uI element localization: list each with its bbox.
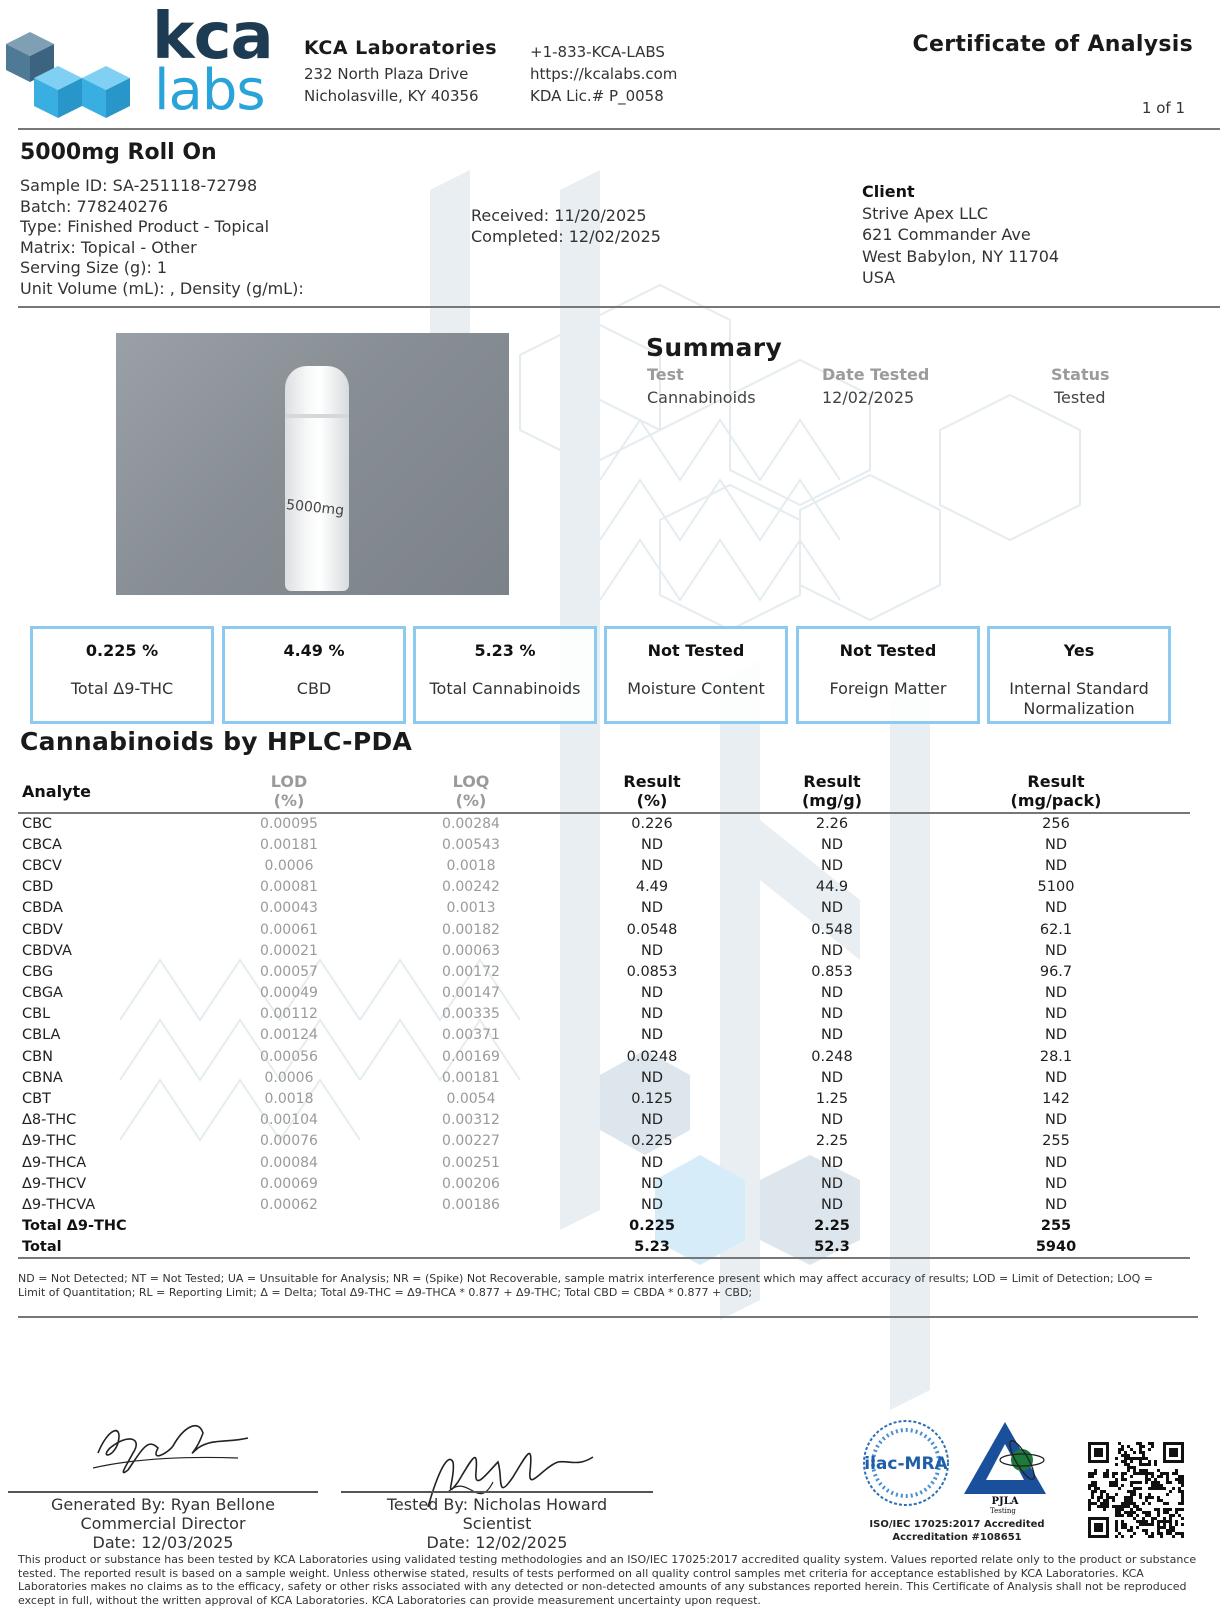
table-cell: ND	[820, 1175, 843, 1192]
table-cell: ND	[640, 1154, 663, 1171]
client-street: 621 Commander Ave	[862, 225, 1031, 244]
unit-volume: Unit Volume (mL): , Density (g/mL):	[20, 278, 304, 298]
metric-foreign-matter	[796, 626, 980, 724]
document-title: Certificate of Analysis	[912, 32, 1193, 57]
table-cell: 0.00284	[442, 816, 500, 833]
table-cell: Δ9-THCV	[22, 1175, 87, 1192]
table-cell: CBD	[22, 879, 54, 896]
lab-city: Nicholasville, KY 40356	[304, 87, 479, 105]
header-divider	[18, 128, 1220, 130]
table-cell: 0.00182	[442, 921, 500, 938]
metric-value: Not Tested	[647, 641, 745, 660]
table-cell: ND	[1044, 900, 1067, 917]
table-row	[18, 940, 1190, 961]
table-cell: 28.1	[1039, 1048, 1073, 1065]
table-cell: 255	[1042, 1133, 1070, 1150]
metric-label: CBD	[296, 679, 332, 698]
table-cell: 0.00371	[442, 1027, 500, 1044]
table-cell: 0.00147	[442, 985, 500, 1002]
summary-test-value: Cannabinoids	[647, 388, 756, 407]
product-name: 5000mg Roll On	[20, 140, 217, 165]
metric-value: 0.225 %	[85, 641, 159, 660]
table-cell: 0.00172	[442, 963, 500, 980]
table-cell	[380, 1216, 562, 1237]
table-cell: 5100	[1037, 879, 1075, 896]
table-cell: ND	[1044, 1154, 1067, 1171]
signatory-tested	[341, 1495, 653, 1552]
table-cell: 0.00169	[442, 1048, 500, 1065]
metric-cbd	[222, 626, 406, 724]
table-cell: CBCA	[22, 836, 62, 853]
table-row	[18, 1025, 1190, 1046]
table-cell: ND	[820, 1154, 843, 1171]
table-cell: 255	[1040, 1218, 1072, 1235]
table-cell: CBG	[22, 963, 54, 980]
table-cell: ND	[1044, 1069, 1067, 1086]
table-cell: 0.00112	[260, 1006, 318, 1023]
table-cell: 0.548	[811, 921, 853, 938]
table-cell: 1.25	[815, 1091, 849, 1108]
signature-line-1	[8, 1491, 318, 1493]
metric-value: Not Tested	[839, 641, 937, 660]
table-cell: 0.00104	[260, 1112, 318, 1129]
table-cell: 0.00181	[442, 1069, 500, 1086]
table-cell	[198, 1216, 380, 1237]
table-cell: CBN	[22, 1048, 53, 1065]
metric-label: Total Δ9-THC	[70, 679, 174, 698]
table-header-row	[18, 772, 1190, 813]
table-cell: 0.00084	[260, 1154, 318, 1171]
metric-label: Internal Standard Normalization	[1009, 679, 1149, 718]
lab-name: KCA Laboratories	[304, 37, 498, 59]
table-cell: 0.00049	[260, 985, 318, 1002]
table-cell: ND	[640, 942, 663, 959]
table-cell: 0.0853	[626, 963, 678, 980]
table-cell: 5.23	[562, 1237, 742, 1258]
table-legend: ND = Not Detected; NT = Not Tested; UA = Unsuitable for Analysis; NR = (Spike) Not Recoverable, sample matrix interference present which may affect accuracy of results; LOD = Limit of Detection; LOQ = Limit of Quantitation; RL = Reporting Limit; Δ = Delta; Total Δ9-THC = Δ9-THCA * 0.877 + Δ9-THC; Total CBD = CBDA * 0.877 + CBD;	[18, 1272, 1153, 1299]
cubes-logo-icon	[4, 14, 139, 120]
table-cell: ND	[640, 900, 663, 917]
table-row	[18, 961, 1190, 982]
table-cell: 0.225	[631, 1133, 673, 1150]
sample-type: Type: Finished Product - Topical	[20, 217, 270, 236]
client-name: Strive Apex LLC	[862, 203, 989, 223]
table-cell: ND	[640, 1196, 663, 1213]
table-cell: CBT	[22, 1091, 51, 1108]
client-country: USA	[862, 268, 896, 287]
table-cell: 0.00186	[442, 1196, 500, 1213]
table-cell: ND	[1044, 1175, 1067, 1192]
table-row	[18, 1004, 1190, 1025]
table-cell: 0.0006	[264, 857, 314, 874]
iso-accreditation	[862, 1518, 1052, 1544]
generated-by: Generated By: Ryan Bellone	[51, 1495, 275, 1514]
table-cell: 0.226	[631, 816, 673, 833]
table-row	[18, 919, 1190, 940]
table-cell: 0.225	[629, 1218, 675, 1235]
table-cell: 0.125	[631, 1091, 673, 1108]
table-cell: CBCV	[22, 857, 62, 874]
col-analyte: Analyte	[18, 772, 198, 813]
table-cell: 0.0548	[626, 921, 678, 938]
table-cell: CBGA	[22, 985, 63, 1002]
table-row	[18, 1152, 1190, 1173]
table-cell: 0.853	[811, 963, 853, 980]
col-lod: LOD (%)	[198, 772, 380, 813]
summary-header-test: Test	[647, 365, 684, 384]
table-cell: 0.00124	[260, 1027, 318, 1044]
table-cell: CBDA	[22, 900, 63, 917]
table-cell: ND	[820, 1069, 843, 1086]
client-block	[862, 181, 1059, 289]
metric-total-cannabinoids	[413, 626, 597, 724]
table-cell: 0.00181	[260, 836, 318, 853]
completed-date: Completed: 12/02/2025	[471, 226, 661, 246]
table-cell: 2.25	[814, 1218, 850, 1235]
table-row	[18, 1046, 1190, 1067]
legend-divider	[18, 1316, 1198, 1318]
table-cell: 0.0248	[626, 1048, 678, 1065]
ilac-text: ilac-MRA	[864, 1454, 948, 1474]
qr-code[interactable]	[1088, 1442, 1184, 1538]
table-total-row	[18, 1216, 1190, 1237]
table-cell: ND	[820, 942, 843, 959]
table-cell: 0.00021	[260, 942, 318, 959]
table-cell: 0.00056	[260, 1048, 318, 1065]
table-row	[18, 1067, 1190, 1088]
table-cell: 0.00069	[260, 1175, 318, 1192]
table-cell: Δ8-THC	[22, 1112, 77, 1129]
table-cell: ND	[640, 1069, 663, 1086]
summary-date-value: 12/02/2025	[822, 388, 915, 407]
sample-details	[20, 176, 304, 299]
tested-by: Tested By: Nicholas Howard	[386, 1495, 608, 1514]
table-cell: ND	[1044, 942, 1067, 959]
logo-text-labs: labs	[154, 58, 265, 123]
table-cell: 0.00251	[442, 1154, 500, 1171]
pjla-text: PJLA	[991, 1496, 1019, 1507]
signature-ryan-bellone	[88, 1408, 258, 1488]
metric-label: Moisture Content	[627, 679, 765, 698]
summary-title: Summary	[646, 333, 783, 362]
client-heading: Client	[862, 182, 915, 201]
table-cell: ND	[820, 985, 843, 1002]
table-cell: CBC	[22, 816, 52, 833]
table-cell: ND	[820, 1112, 843, 1129]
table-cell: ND	[1044, 1006, 1067, 1023]
table-cell: 0.00076	[260, 1133, 318, 1150]
batch: Batch: 778240276	[20, 196, 169, 216]
table-cell: 0.00095	[260, 816, 318, 833]
table-row	[18, 1110, 1190, 1131]
table-cell: CBL	[22, 1006, 51, 1023]
col-result-pct: Result (%)	[562, 772, 742, 813]
table-cell: 0.00062	[260, 1196, 318, 1213]
received-date: Received: 11/20/2025	[471, 206, 647, 225]
generated-date: Date: 12/03/2025	[92, 1533, 234, 1552]
table-cell: 44.9	[815, 879, 849, 896]
table-cell: ND	[640, 1112, 663, 1129]
signature-line-2	[341, 1491, 653, 1493]
table-cell: 0.00206	[442, 1175, 500, 1192]
sample-matrix: Matrix: Topical - Other	[20, 237, 197, 257]
lab-phone: +1-833-KCA-LABS	[530, 43, 665, 61]
table-cell: Total Δ9-THC	[22, 1218, 127, 1235]
table-cell: 0.0013	[446, 900, 496, 917]
table-total-row	[18, 1237, 1190, 1258]
table-row	[18, 1131, 1190, 1152]
sample-id: Sample ID: SA-251118-72798	[20, 176, 258, 195]
table-cell: ND	[820, 1196, 843, 1213]
bottle-image	[285, 366, 349, 591]
table-cell: Δ9-THC	[22, 1133, 77, 1150]
table-row	[18, 1194, 1190, 1215]
table-cell: 0.00081	[260, 879, 318, 896]
summary-header-status: Status	[1051, 365, 1110, 384]
table-cell: ND	[820, 900, 843, 917]
table-cell: ND	[1044, 857, 1067, 874]
table-cell: Δ9-THCA	[22, 1154, 87, 1171]
table-cell: Total	[18, 1237, 198, 1258]
metric-value: Yes	[1063, 641, 1095, 660]
metric-internal-standard	[987, 626, 1171, 724]
table-cell: 2.25	[815, 1133, 849, 1150]
table-cell	[198, 1237, 380, 1258]
table-body	[18, 813, 1190, 1258]
table-row	[18, 898, 1190, 919]
product-photo	[116, 333, 509, 595]
table-cell: 96.7	[1039, 963, 1073, 980]
lab-contact	[530, 41, 677, 107]
accreditation-number: Accreditation #108651	[892, 1532, 1022, 1543]
info-divider	[18, 306, 1220, 308]
sample-dates	[471, 206, 661, 247]
table-cell: ND	[640, 1006, 663, 1023]
lab-website[interactable]: https://kcalabs.com	[530, 65, 678, 83]
table-cell: 0.248	[811, 1048, 853, 1065]
bottle-label: 5000mg	[285, 497, 345, 519]
table-row	[18, 855, 1190, 876]
table-cell: ND	[1044, 836, 1067, 853]
metric-label: Foreign Matter	[829, 679, 947, 698]
col-result-mgg: Result (mg/g)	[742, 772, 922, 813]
metric-moisture	[604, 626, 788, 724]
table-cell: CBDVA	[22, 942, 72, 959]
metric-value: 5.23 %	[474, 641, 536, 660]
table-cell: Δ9-THCVA	[22, 1196, 96, 1213]
table-cell: 4.49	[635, 879, 669, 896]
col-result-mgpack: Result (mg/pack)	[922, 772, 1190, 813]
table-cell: ND	[820, 857, 843, 874]
table-cell: 0.00043	[260, 900, 318, 917]
generated-role: Commercial Director	[80, 1514, 246, 1533]
table-cell: ND	[820, 1027, 843, 1044]
kca-logo	[4, 0, 274, 123]
metric-value: 4.49 %	[283, 641, 345, 660]
page-number: 1 of 1	[1141, 99, 1185, 117]
iso-text: ISO/IEC 17025:2017 Accredited	[869, 1519, 1045, 1530]
cannabinoids-table	[18, 772, 1190, 1259]
table-row	[18, 1173, 1190, 1194]
summary-header-date: Date Tested	[822, 365, 930, 384]
table-cell: 256	[1042, 816, 1070, 833]
table-cell: ND	[640, 1175, 663, 1192]
table-cell: 0.0018	[264, 1091, 314, 1108]
table-cell: ND	[1044, 1112, 1067, 1129]
table-cell: 2.26	[815, 816, 849, 833]
lab-license: KDA Lic.# P_0058	[530, 87, 664, 105]
cannabinoids-title: Cannabinoids by HPLC-PDA	[20, 727, 413, 756]
table-row	[18, 1088, 1190, 1109]
table-cell: 0.00335	[442, 1006, 500, 1023]
table-cell: 0.0018	[446, 857, 496, 874]
qr-code-icon	[1088, 1442, 1184, 1538]
table-cell: CBNA	[22, 1069, 63, 1086]
table-row	[18, 834, 1190, 855]
lab-address	[304, 63, 479, 107]
table-row	[18, 983, 1190, 1004]
table-row	[18, 813, 1190, 834]
table-cell: 52.3	[742, 1237, 922, 1258]
table-cell: ND	[1044, 985, 1067, 1002]
table-cell: ND	[1044, 1027, 1067, 1044]
table-cell: ND	[640, 836, 663, 853]
tested-role: Scientist	[462, 1514, 532, 1533]
metric-total-thc	[30, 626, 214, 724]
table-cell: CBDV	[22, 921, 63, 938]
signatory-generated	[8, 1495, 318, 1552]
table-cell: ND	[640, 857, 663, 874]
table-cell: 0.00057	[260, 963, 318, 980]
table-cell: 0.0006	[264, 1069, 314, 1086]
table-cell: 0.00543	[442, 836, 500, 853]
table-cell: 0.00227	[442, 1133, 500, 1150]
table-cell: 142	[1042, 1091, 1070, 1108]
tested-date: Date: 12/02/2025	[426, 1533, 568, 1552]
summary-status-value: Tested	[1054, 388, 1106, 407]
serving-size: Serving Size (g): 1	[20, 258, 168, 277]
table-cell: 62.1	[1039, 921, 1073, 938]
lab-street: 232 North Plaza Drive	[304, 65, 469, 83]
metric-label: Total Cannabinoids	[429, 679, 581, 698]
disclaimer: This product or substance has been tested by KCA Laboratories using validated testing methodologies and an ISO/IEC 17025:2017 accredited quality system. Values reported relate only to the product or substance tested. The reported result is based on a sample weight. Unless otherwise stated, results of tests performed on all quality control samples met criteria for acceptance established by KCA Laboratories. KCA Laboratories makes no claims as to the efficacy, safety or other risks associated with any detected or non-detected amounts of any substances reported herein. This Certificate of Analysis shall not be reproduced except in full, without the written approval of KCA Laboratories. KCA Laboratories can provide measurement uncertainty upon request.	[18, 1553, 1197, 1607]
client-city: West Babylon, NY 11704	[862, 246, 1060, 266]
logo-text-kca: kca	[152, 0, 273, 74]
ilac-mra-logo	[861, 1418, 951, 1508]
table-cell: 5940	[922, 1237, 1190, 1258]
pjla-testing-label: Testing	[990, 1507, 1016, 1515]
table-cell: ND	[820, 836, 843, 853]
table-cell: ND	[640, 985, 663, 1002]
table-cell: 0.00063	[442, 942, 500, 959]
table-cell: 0.00242	[442, 879, 500, 896]
table-cell: 0.00312	[442, 1112, 500, 1129]
table-cell: 0.0054	[446, 1091, 496, 1108]
table-row	[18, 877, 1190, 898]
table-cell: ND	[820, 1006, 843, 1023]
table-cell: 0.00061	[260, 921, 318, 938]
col-loq: LOQ (%)	[380, 772, 562, 813]
table-cell: ND	[640, 1027, 663, 1044]
table-cell: CBLA	[22, 1027, 61, 1044]
pjla-logo	[960, 1418, 1050, 1508]
table-cell	[380, 1237, 562, 1258]
table-cell: ND	[1044, 1196, 1067, 1213]
